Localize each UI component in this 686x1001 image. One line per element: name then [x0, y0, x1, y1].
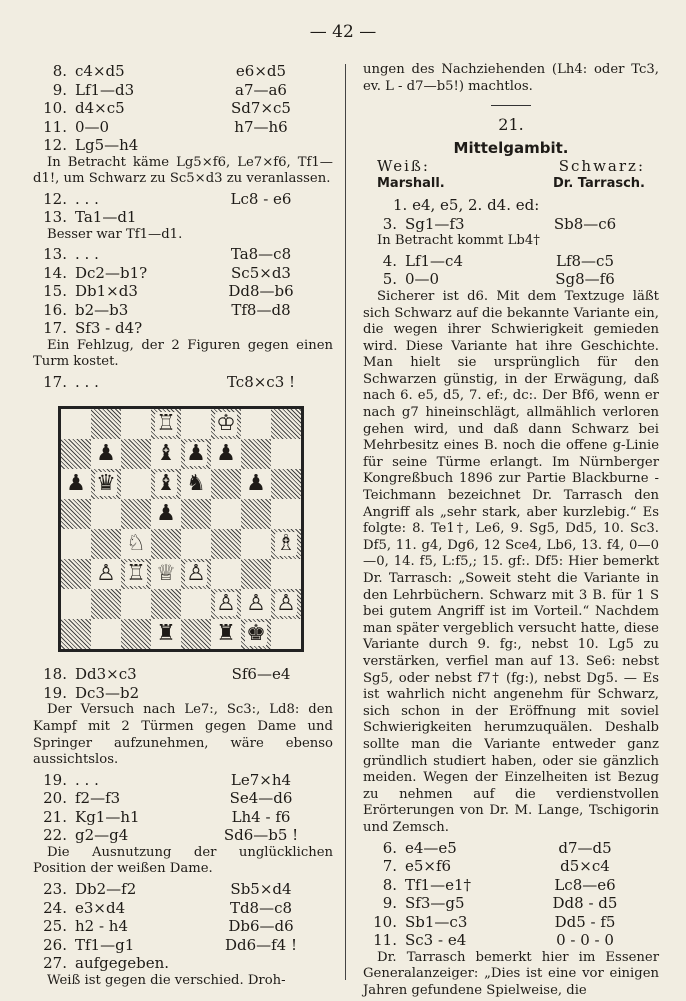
white-move: Sc3 - e4	[405, 931, 467, 949]
move-row	[33, 208, 333, 227]
move-row	[33, 99, 333, 118]
black-move: Sg8—f6	[555, 270, 615, 289]
board-square	[241, 559, 271, 589]
black-queen-icon: ♛	[96, 471, 116, 496]
white-move: e5×f6	[405, 857, 452, 875]
move-row	[363, 857, 659, 876]
white-rook-icon: ♖	[156, 411, 176, 436]
white-move: Dc2—b1?	[75, 263, 148, 282]
board-square	[211, 559, 241, 589]
move-number: 13.	[43, 208, 67, 227]
board-square	[181, 589, 211, 619]
black-rook-icon: ♜	[156, 621, 176, 646]
black-move	[185, 319, 327, 338]
annotation: Besser war Tf1—d1.	[47, 226, 183, 242]
page-number: — 42 —	[309, 22, 377, 42]
board-square	[211, 529, 241, 559]
black-move: a7—a6	[235, 80, 287, 99]
board-square	[61, 499, 91, 529]
move-row	[33, 282, 333, 301]
black-move: d7—d5	[558, 838, 612, 857]
move-row	[33, 301, 333, 320]
move-row	[33, 808, 333, 827]
move-row	[33, 264, 333, 283]
move-number: 12.	[43, 189, 67, 208]
move-row	[363, 913, 659, 932]
board-square	[91, 619, 121, 649]
black-king-icon: ♚	[246, 621, 266, 646]
white-pawn-icon: ♙	[276, 591, 296, 616]
black-move: Sd7×c5	[231, 99, 291, 117]
white-bishop-icon: ♗	[276, 531, 296, 556]
board-square	[151, 469, 181, 499]
black-player: Dr. Tarrasch.	[552, 176, 645, 192]
chess-diagram	[58, 406, 304, 652]
board-square	[271, 499, 301, 529]
move-row	[33, 319, 333, 338]
board-square	[91, 529, 121, 559]
black-move: Ta8—c8	[230, 245, 292, 264]
board-square	[181, 619, 211, 649]
move-row	[33, 936, 333, 955]
move-number: 18.	[43, 665, 67, 684]
black-move	[185, 684, 327, 703]
board-square	[271, 619, 301, 649]
annotation: Der Versuch nach Le7:, Sc3:, Ld8: den Kampf mit 2 Türmen gegen Dame und Springer aufzunehmen, wäre ebenso aussichtslos.	[33, 702, 333, 768]
board-square	[91, 439, 121, 469]
move-number: 20.	[43, 789, 67, 808]
move-row	[33, 880, 333, 899]
board-square	[181, 559, 211, 589]
white-move: Db2—f2	[75, 880, 137, 899]
black-label: Schwarz:	[558, 157, 645, 175]
board-square	[151, 439, 181, 469]
board-square	[121, 619, 151, 649]
player-names	[363, 175, 659, 193]
white-move: g2—g4	[75, 826, 129, 845]
black-move: h7—h6	[234, 117, 288, 136]
move-row	[33, 771, 333, 790]
black-move	[185, 208, 327, 227]
annotation: Dr. Tarrasch bemerkt hier im Essener Generalanzeiger: „Dies ist eine vor einigen Jahren gefundene Spielweise, die	[363, 949, 659, 998]
move-row	[363, 215, 659, 234]
black-move: Lc8 - e6	[230, 189, 292, 208]
move-number: 10.	[43, 99, 67, 117]
annotation: In Betracht käme Lg5×f6, Le7×f6, Tf1—d1!, um Schwarz zu Sc5×d3 zu veranlassen.	[33, 154, 333, 187]
board-square	[241, 619, 271, 649]
board-square	[121, 589, 151, 619]
black-bishop-icon: ♝	[156, 471, 176, 496]
move-row	[363, 270, 659, 289]
white-move: . . .	[75, 245, 99, 264]
move-row	[363, 876, 659, 895]
white-move: Ta1—d1	[75, 208, 137, 227]
board-square	[61, 619, 91, 649]
annotation: Die Ausnutzung der unglücklichen Position der weißen Dame.	[33, 844, 333, 877]
black-pawn-icon: ♟	[66, 471, 86, 496]
board-square	[61, 589, 91, 619]
white-move: Dc3—b2	[75, 683, 140, 702]
black-move: Dd8 - d5	[552, 894, 618, 912]
move-list	[33, 190, 333, 227]
move-list	[33, 880, 333, 973]
board-square	[91, 469, 121, 499]
white-move: . . .	[75, 770, 99, 789]
black-pawn-icon: ♟	[246, 471, 266, 496]
board-square	[121, 559, 151, 589]
move-number: 17.	[43, 372, 67, 391]
board-square	[151, 499, 181, 529]
board-square	[271, 559, 301, 589]
move-list	[363, 839, 659, 950]
board-square	[241, 469, 271, 499]
move-row	[33, 684, 333, 703]
board-square	[151, 589, 181, 619]
black-move: Sb8—c6	[553, 214, 617, 233]
black-move	[185, 954, 327, 973]
move-row	[33, 245, 333, 264]
move-number: 22.	[43, 826, 67, 845]
white-king-icon: ♔	[216, 411, 236, 436]
board-square	[271, 469, 301, 499]
separator	[491, 105, 531, 106]
move-number: 27.	[43, 954, 67, 973]
white-rook-icon: ♖	[126, 561, 146, 586]
white-pawn-icon: ♙	[96, 561, 116, 586]
board-square	[61, 559, 91, 589]
white-pawn-icon: ♙	[186, 561, 206, 586]
move-row	[33, 190, 333, 209]
white-move: Lf1—d3	[75, 80, 135, 99]
white-pawn-icon: ♙	[216, 591, 236, 616]
move-list	[33, 245, 333, 338]
annotation-continued: ungen des Nachziehenden (Lh4: oder Tc3, ev. L - d7—b5!) machtlos.	[363, 62, 659, 94]
move-list	[33, 665, 333, 702]
white-queen-icon: ♕	[156, 561, 176, 586]
board-square	[241, 589, 271, 619]
annotation: Weiß ist gegen die verschied. Droh-	[47, 972, 286, 988]
board-square	[121, 529, 151, 559]
move-row	[33, 899, 333, 918]
move-row	[33, 62, 333, 81]
black-move: Dd5 - f5	[554, 912, 616, 931]
move-number: 26.	[43, 935, 67, 954]
black-move: Tc8×c3 !	[226, 372, 296, 391]
white-move: Lg5—h4	[75, 136, 139, 154]
black-move: Se4—d6	[229, 789, 293, 808]
black-move: Sb5×d4	[230, 880, 292, 899]
move-number: 4.	[382, 251, 397, 270]
column-divider	[345, 64, 346, 980]
white-move: Sg1—f3	[405, 214, 465, 233]
move-row	[33, 917, 333, 936]
board-square	[151, 409, 181, 439]
move-row	[33, 789, 333, 808]
move-list	[363, 215, 659, 234]
move-number: 16.	[43, 300, 67, 319]
board-square	[91, 499, 121, 529]
board-square	[61, 439, 91, 469]
white-label: Weiß:	[377, 157, 430, 175]
move-row	[33, 373, 333, 392]
annotation: In Betracht kommt Lb4†	[377, 233, 540, 249]
move-row	[363, 839, 659, 858]
move-number: 9.	[52, 80, 67, 99]
white-move: Db1×d3	[75, 282, 138, 301]
white-move: h2 - h4	[75, 917, 129, 936]
board-square	[271, 409, 301, 439]
board-square	[271, 529, 301, 559]
black-move: 0 - 0 - 0	[556, 931, 614, 949]
board-square	[211, 439, 241, 469]
black-move: Sd6—b5 !	[223, 826, 299, 845]
move-row	[33, 118, 333, 137]
board-square	[61, 529, 91, 559]
board-square	[91, 559, 121, 589]
move-number: 19.	[43, 683, 67, 702]
board-square	[121, 409, 151, 439]
game-number: 21.	[498, 115, 524, 135]
move-number: 10.	[373, 912, 397, 931]
white-pawn-icon: ♙	[246, 591, 266, 616]
black-pawn-icon: ♟	[156, 501, 176, 526]
move-row	[363, 252, 659, 271]
move-number: 13.	[43, 245, 67, 264]
white-move: Dd3×c3	[75, 665, 137, 684]
move-row	[33, 136, 333, 155]
black-move: Lf8—c5	[555, 251, 614, 270]
white-move: Lf1—c4	[405, 251, 464, 270]
white-move: Sb1—c3	[405, 912, 468, 931]
move-row	[33, 954, 333, 973]
white-player: Marshall.	[377, 176, 445, 192]
white-move: . . .	[75, 189, 99, 208]
move-number: 12.	[43, 136, 67, 154]
black-pawn-icon: ♟	[186, 441, 206, 466]
move-number: 24.	[43, 898, 67, 917]
white-move: Sf3 - d4?	[75, 319, 143, 338]
move-row	[363, 931, 659, 950]
black-move: Td8—c8	[229, 898, 293, 917]
move-number: 3.	[382, 214, 397, 233]
move-number: 6.	[382, 838, 397, 857]
move-number: 15.	[43, 282, 67, 301]
white-move: b2—b3	[75, 300, 129, 319]
board-square	[211, 619, 241, 649]
board-square	[211, 469, 241, 499]
board-square	[91, 409, 121, 439]
annotation: Ein Fehlzug, der 2 Figuren gegen einen Turm kostet.	[33, 337, 333, 370]
black-move	[185, 136, 327, 155]
board-square	[151, 619, 181, 649]
game-title: Mittelgambit.	[453, 138, 569, 157]
board-square	[211, 589, 241, 619]
white-knight-icon: ♘	[126, 531, 146, 556]
move-number: 11.	[43, 117, 67, 136]
move-row	[33, 826, 333, 845]
black-move: Sf6—e4	[231, 665, 291, 684]
board-square	[151, 529, 181, 559]
black-bishop-icon: ♝	[156, 441, 176, 466]
board-square	[121, 439, 151, 469]
board-square	[241, 409, 271, 439]
move-number: 9.	[382, 894, 397, 912]
black-move: Lh4 - f6	[231, 807, 291, 826]
black-move: Lc8—e6	[554, 875, 616, 894]
move-list	[33, 771, 333, 845]
board-square	[61, 469, 91, 499]
white-move: e3×d4	[75, 898, 126, 917]
move-list	[363, 252, 659, 289]
board-square	[91, 589, 121, 619]
white-move: . . .	[75, 372, 99, 391]
board-square	[181, 529, 211, 559]
board-square	[181, 409, 211, 439]
move-number: 8.	[52, 62, 67, 80]
move-number: 7.	[382, 857, 397, 875]
white-move: e4—e5	[405, 838, 457, 857]
black-move: e6×d5	[235, 62, 287, 80]
move-number: 5.	[382, 270, 397, 289]
move-row	[33, 81, 333, 100]
white-move: aufgegeben.	[75, 954, 170, 973]
white-move: c4×d5	[75, 62, 125, 80]
opening-moves: 1. e4, e5, 2. d4. ed:	[393, 195, 540, 214]
board-square	[181, 439, 211, 469]
black-knight-icon: ♞	[186, 471, 206, 496]
white-move: d4×c5	[75, 99, 125, 117]
move-number: 8.	[382, 875, 397, 894]
move-list	[33, 62, 333, 155]
board-square	[271, 439, 301, 469]
board-square	[241, 529, 271, 559]
black-move: d5×c4	[560, 857, 610, 875]
black-move: Dd6—f4 !	[224, 935, 298, 954]
board-square	[211, 499, 241, 529]
white-move: Tf1—e1†	[405, 875, 472, 894]
board-square	[271, 589, 301, 619]
board-square	[241, 439, 271, 469]
move-number: 11.	[373, 931, 397, 949]
board-square	[61, 409, 91, 439]
move-number: 17.	[43, 319, 67, 338]
move-number: 14.	[43, 263, 67, 282]
move-list	[33, 373, 333, 392]
black-move: Dd8—b6	[228, 282, 294, 301]
white-move: Tf1—g1	[75, 935, 135, 954]
board-square	[151, 559, 181, 589]
black-move: Sc5×d3	[231, 263, 291, 282]
board-square	[181, 499, 211, 529]
white-move: Kg1—h1	[75, 807, 140, 826]
black-move: Tf8—d8	[231, 300, 291, 319]
white-move: 0—0	[405, 270, 440, 289]
black-pawn-icon: ♟	[216, 441, 236, 466]
white-move: f2—f3	[75, 789, 121, 808]
move-row	[33, 665, 333, 684]
black-move: Db6—d6	[228, 917, 294, 936]
white-move: Sf3—g5	[405, 894, 465, 912]
black-rook-icon: ♜	[216, 621, 236, 646]
board-square	[241, 499, 271, 529]
white-move: 0—0	[75, 117, 110, 136]
board-square	[121, 469, 151, 499]
move-number: 25.	[43, 917, 67, 936]
right-column	[363, 62, 659, 1001]
move-number: 23.	[43, 880, 67, 899]
board-square	[121, 499, 151, 529]
black-move: Le7×h4	[230, 770, 292, 789]
annotation: Sicherer ist d6. Mit dem Textzuge läßt sich Schwarz auf die bekannte Variante ein, die wegen ihrer Schwierigkeit gemieden wird. Diese Variante hat ihre Geschichte. Man hielt sie ursprünglich für den Schwarzen günstig, in der Erwägung, daß nach 6. e5, d5, 7. ef:, dc:. Der Bf6, wenn er nach g7 hineinschlägt, allmählich verloren gehen wird, und daß dann Schwarz bei Mehrbesitz eines B. noch die offene g-Linie für seine Türme erlangt. Im Nürnberger Kongreßbuch 1896 zur Partie Blackburne - Teichmann bezeichnet Dr. Tarrasch den Angriff als „sehr stark, aber kurzlebig.“ Es folgte: 8. Te1†, Le6, 9. Sg5, Dd5, 10. Sc3. Df5, 11. g4, Dg6, 12 Sce4, Lb6, 13. f4, 0—0—0, 14. f5, L:f5,; 15. gf:. Df5: Hier bemerkt Dr. Tarrasch: „Soweit steht die Variante in den Lehrbüchern. Schwarz mit 3 B. für 1 S bei gutem Angriff ist im Vorteil.“ Nachdem man später vergeblich versucht hatte, diese Variante durch 9. fg:, nebst 10. Lg5 zu verstärken, verfiel man auf 13. Se6: nebst Sg5, oder nebst f7† (fg:), nebst Dg5. — Es ist wahrlich nicht angenehm für Schwarz, sich schon in der Eröffnung mit soviel Schwierigkeiten herumzuquälen. Deshalb sollte man die Variante entweder ganz gründlich studiert haben, oder sie gänzlich meiden. Wegen der Einzelheiten ist Bezug zu nehmen auf die verdienstvollen Erörterungen von Dr. M. Lange, Tschigorin und Zemsch.	[363, 288, 659, 835]
player-labels	[363, 157, 659, 175]
board-square	[181, 469, 211, 499]
move-number: 19.	[43, 770, 67, 789]
board-square	[211, 409, 241, 439]
black-pawn-icon: ♟	[96, 441, 116, 466]
move-number: 21.	[43, 807, 67, 826]
move-row	[363, 894, 659, 913]
